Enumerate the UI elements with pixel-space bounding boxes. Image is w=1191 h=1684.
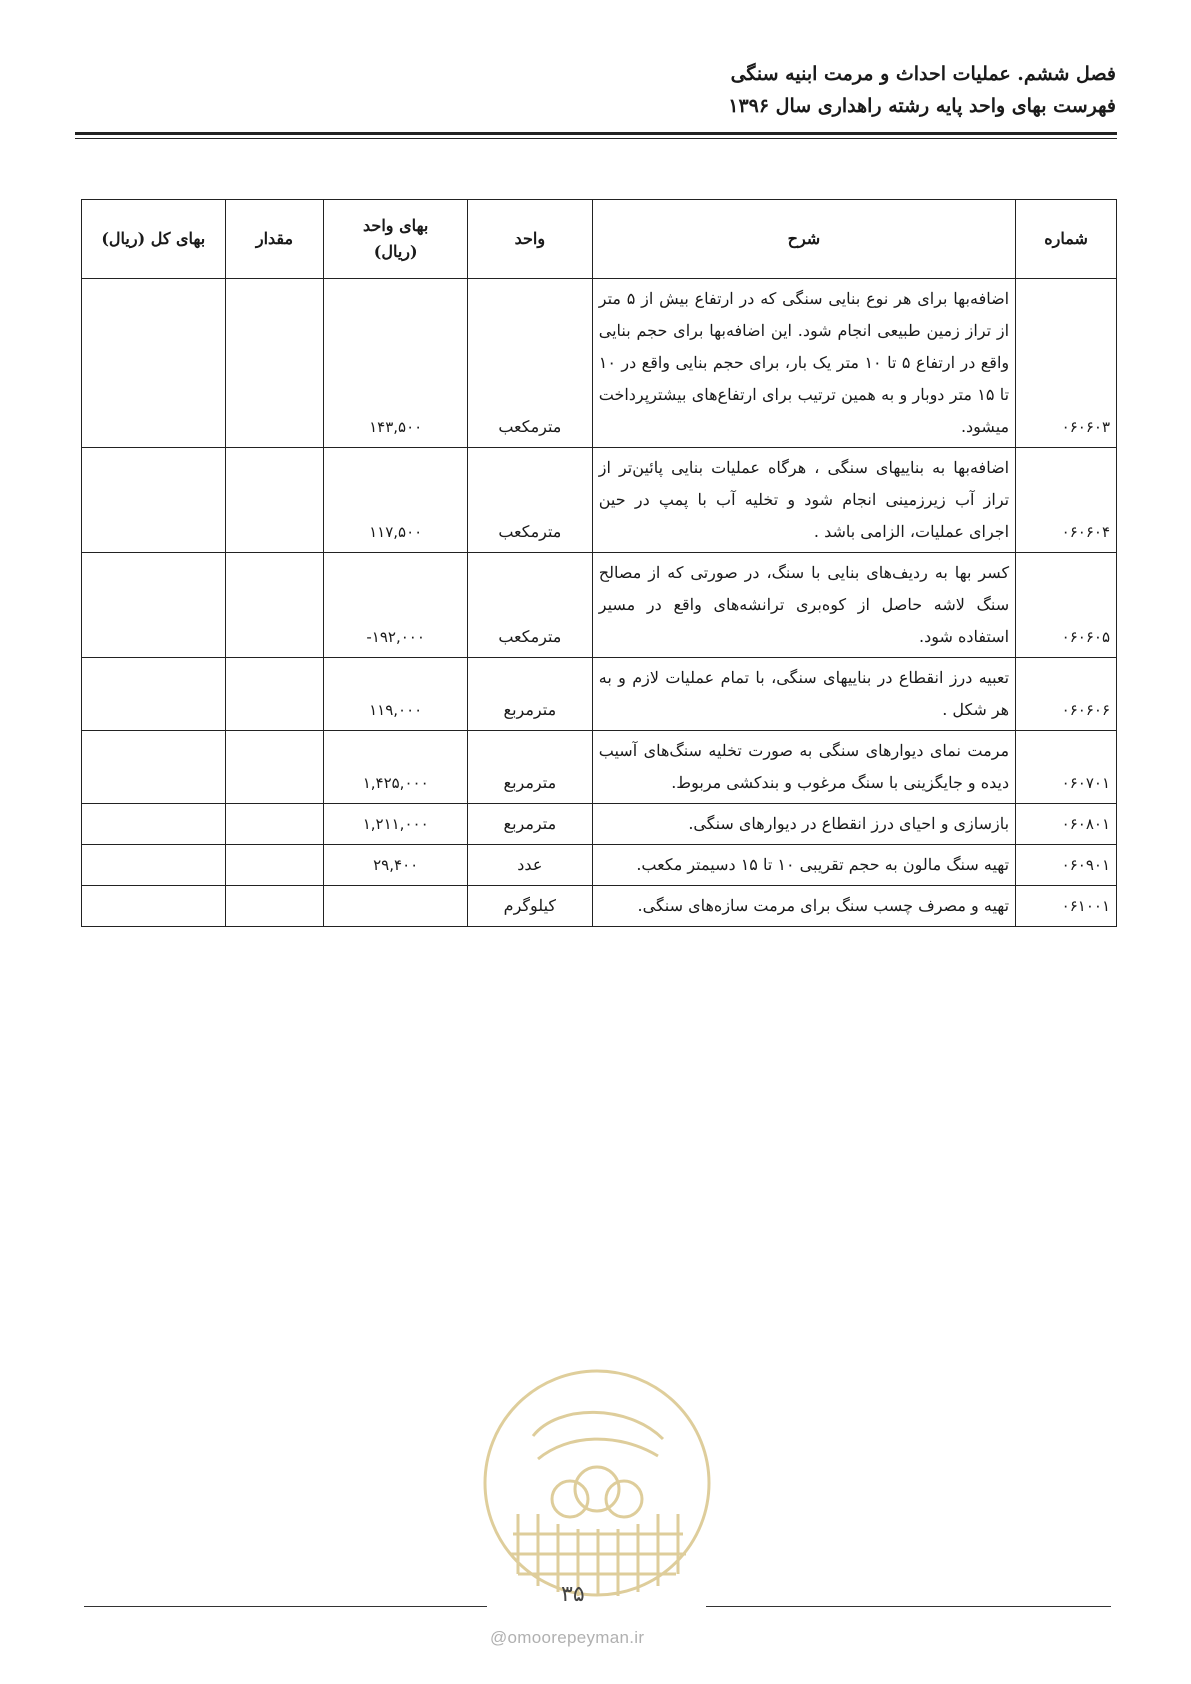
item-unit: مترمربع	[467, 804, 592, 845]
item-number: ۰۶۰۷۰۱	[1016, 731, 1117, 804]
table-row	[82, 804, 1117, 845]
item-description: اضافه‌بها به بناییهای سنگی ، هرگاه عملیات بنایی پائین‌تر از تراز آب زیرزمینی انجام شود و تخلیه آب با پمپ در حین اجرای عملیات، الزامی باشد .	[592, 448, 1015, 553]
item-number: ۰۶۰۹۰۱	[1016, 845, 1117, 886]
table-row	[82, 553, 1117, 658]
item-number: ۰۶۰۸۰۱	[1016, 804, 1117, 845]
page-header	[728, 58, 1116, 122]
header-unit-price-currency: (ریال)	[373, 242, 418, 261]
table-header-row	[82, 200, 1117, 279]
item-number: ۰۶۱۰۰۱	[1016, 886, 1117, 927]
item-unit: مترمربع	[467, 731, 592, 804]
footer-rule-left	[84, 1606, 487, 1607]
header-rule-thick	[75, 132, 1117, 135]
item-unit: عدد	[467, 845, 592, 886]
item-total-price	[82, 886, 226, 927]
item-quantity	[225, 553, 324, 658]
price-list-title: فهرست بهای واحد پایه رشته راهداری سال ۱۳۹۶	[728, 95, 1116, 117]
header-total-price: بهای کل (ریال)	[82, 200, 226, 279]
item-unit-price: ۱,۴۲۵,۰۰۰	[324, 731, 468, 804]
item-unit: مترمکعب	[467, 448, 592, 553]
item-unit: مترمربع	[467, 658, 592, 731]
item-unit-price: ۱,۲۱۱,۰۰۰	[324, 804, 468, 845]
page-number: ۳۵	[561, 1582, 585, 1607]
table-row	[82, 731, 1117, 804]
header-rule-thin	[75, 138, 1117, 139]
table-row	[82, 845, 1117, 886]
header-quantity: مقدار	[225, 200, 324, 279]
item-number: ۰۶۰۶۰۵	[1016, 553, 1117, 658]
item-quantity	[225, 279, 324, 448]
table-row	[82, 448, 1117, 553]
item-total-price	[82, 845, 226, 886]
item-quantity	[225, 886, 324, 927]
chapter-title: فصل ششم. عملیات احداث و مرمت ابنیه سنگی	[730, 63, 1116, 85]
footer-rule-right	[706, 1606, 1111, 1607]
header-unit-price	[324, 200, 468, 279]
watermark-url: @omoorepeyman.ir	[490, 1628, 645, 1647]
item-unit: کیلوگرم	[467, 886, 592, 927]
item-total-price	[82, 804, 226, 845]
price-table	[81, 199, 1117, 927]
item-unit: مترمکعب	[467, 279, 592, 448]
item-quantity	[225, 845, 324, 886]
header-description: شرح	[592, 200, 1015, 279]
item-number: ۰۶۰۶۰۳	[1016, 279, 1117, 448]
item-number: ۰۶۰۶۰۴	[1016, 448, 1117, 553]
item-unit-price: ۱۱۹,۰۰۰	[324, 658, 468, 731]
item-description: تهیه و مصرف چسب سنگ برای مرمت سازه‌های سنگی.	[592, 886, 1015, 927]
table-row	[82, 658, 1117, 731]
header-number: شماره	[1016, 200, 1117, 279]
item-number: ۰۶۰۶۰۶	[1016, 658, 1117, 731]
item-total-price	[82, 658, 226, 731]
table-row	[82, 886, 1117, 927]
item-quantity	[225, 804, 324, 845]
item-unit-price: ۱۴۳,۵۰۰	[324, 279, 468, 448]
item-total-price	[82, 553, 226, 658]
header-unit-price-label: بهای واحد	[363, 216, 429, 235]
header-unit: واحد	[467, 200, 592, 279]
item-description: بازسازی و احیای درز انقطاع در دیوارهای سنگی.	[592, 804, 1015, 845]
item-unit-price: -۱۹۲,۰۰۰	[324, 553, 468, 658]
item-description: اضافه‌بها برای هر نوع بنایی سنگی که در ارتفاع بیش از ۵ متر از تراز زمین طبیعی انجام شود. این اضافه‌بها برای حجم بنایی واقع در ارتفاع ۵ تا ۱۰ متر یک بار، برای حجم بنایی واقع در ۱۰ تا ۱۵ متر دوبار و به همین ترتیب برای ارتفاع‌های بیشترپرداخت میشود.	[592, 279, 1015, 448]
item-description: تهیه سنگ مالون به حجم تقریبی ۱۰ تا ۱۵ دسیمتر مکعب.	[592, 845, 1015, 886]
item-total-price	[82, 448, 226, 553]
item-description: کسر بها به ردیف‌های بنایی با سنگ، در صورتی که از مصالح سنگ لاشه حاصل از کوه‌بری ترانشه‌های واقع در مسیر استفاده شود.	[592, 553, 1015, 658]
item-unit-price	[324, 886, 468, 927]
item-unit: مترمکعب	[467, 553, 592, 658]
item-description: تعبیه درز انقطاع در بناییهای سنگی، با تمام عملیات لازم و به هر شکل .	[592, 658, 1015, 731]
item-unit-price: ۱۱۷,۵۰۰	[324, 448, 468, 553]
table-row	[82, 279, 1117, 448]
item-total-price	[82, 731, 226, 804]
item-description: مرمت نمای دیوارهای سنگی به صورت تخلیه سنگ‌های آسیب دیده و جایگزینی با سنگ مرغوب و بندکشی مربوط.	[592, 731, 1015, 804]
seal-watermark	[478, 1364, 716, 1602]
item-unit-price: ۲۹,۴۰۰	[324, 845, 468, 886]
item-quantity	[225, 731, 324, 804]
item-total-price	[82, 279, 226, 448]
item-quantity	[225, 448, 324, 553]
item-quantity	[225, 658, 324, 731]
